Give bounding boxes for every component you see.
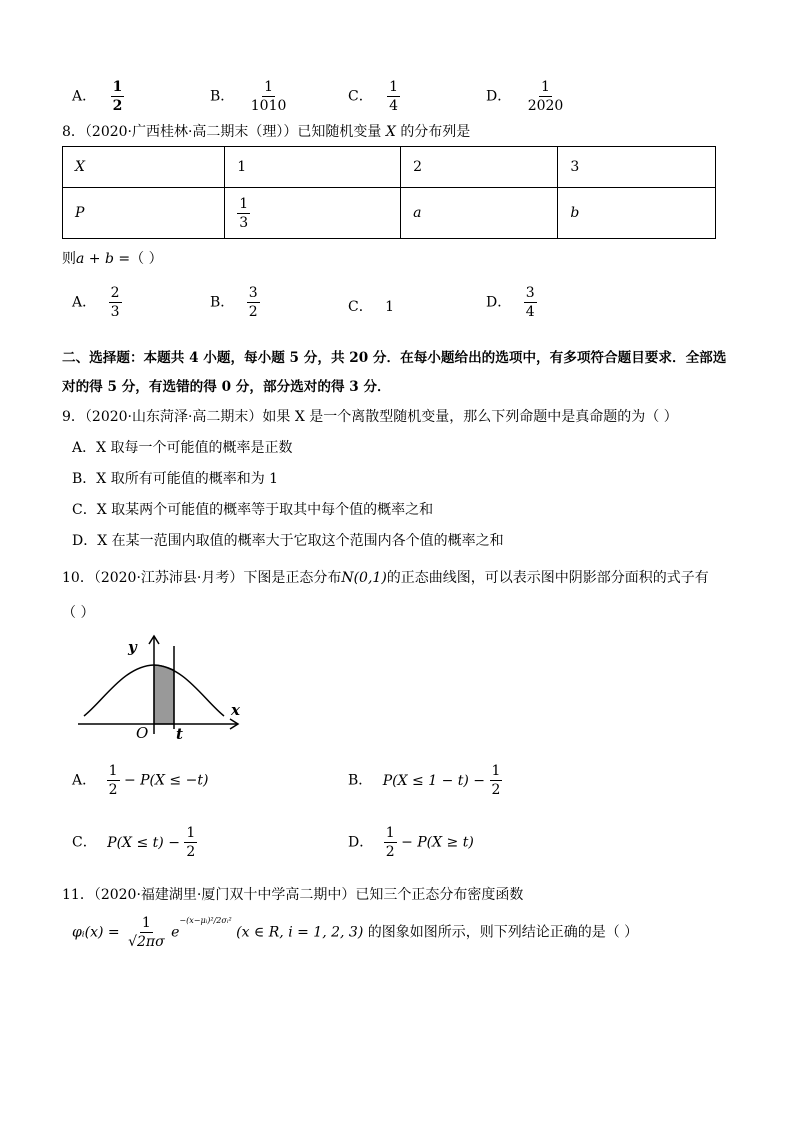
exponent: −(x−μᵢ)²/2σᵢ² — [179, 915, 232, 925]
q7-option-c — [348, 80, 400, 113]
denominator: 2020 — [527, 98, 564, 114]
table-row — [63, 188, 716, 239]
origin-label: O — [136, 724, 149, 742]
distribution-table — [62, 146, 716, 239]
fraction — [526, 80, 566, 113]
y-label: y — [128, 638, 137, 656]
denominator: 4 — [525, 304, 535, 320]
q9-stem: 9．（2020·山东菏泽·高二期末）如果 X 是一个离散型随机变量，那么下列命题中是真命题的为（ ） — [62, 409, 678, 425]
q9-option-c: C．X 取某两个可能值的概率等于取其中每个值的概率之和 — [72, 502, 434, 518]
fraction — [247, 286, 260, 319]
option-letter: B． — [210, 294, 235, 311]
option-letter: C． — [72, 834, 97, 851]
q8-stem-text: 8．（2020·广西桂林·高二期末（理））已知随机变量 — [62, 124, 382, 140]
option-expression: P(X ≤ 1 − t) − — [382, 772, 486, 789]
table-cell: a — [401, 188, 558, 239]
q11-stem: 11．（2020·福建湖里·厦门双十中学高二期中）已知三个正态分布密度函数 — [62, 887, 524, 903]
option-expression: P(X ≤ t) − — [107, 834, 180, 851]
fraction — [524, 286, 537, 319]
table-cell: 1 — [225, 147, 401, 188]
function-lhs: φᵢ(x) = — [72, 924, 120, 941]
table-cell — [225, 188, 401, 239]
table-cell: P — [63, 188, 225, 239]
q8-option-d — [486, 286, 537, 319]
option-letter: D． — [486, 88, 512, 105]
q8-option-a — [72, 286, 122, 319]
numerator: 1 — [108, 763, 118, 779]
option-letter: C． — [348, 299, 373, 315]
t-label: t — [176, 725, 183, 743]
q10-stem-a: 10．（2020·江苏沛县·月考）下图是正态分布 — [62, 570, 342, 586]
q7-option-d — [486, 80, 565, 113]
q8-stem-end: 的分布列是 — [400, 124, 471, 140]
table-cell: 3 — [558, 147, 716, 188]
numerator: 2 — [110, 285, 120, 301]
q11-stem-end: 的图象如图所示，则下列结论正确的是（ ） — [367, 924, 639, 941]
q8-ask-expr: a + b = — [76, 251, 131, 267]
option-letter: D． — [348, 834, 374, 851]
numerator: 1 — [186, 825, 196, 841]
fraction — [490, 764, 503, 797]
q10-option-c — [72, 826, 197, 859]
fraction — [126, 916, 167, 949]
option-letter: A． — [72, 88, 97, 105]
q8-variable: X — [385, 124, 396, 140]
function-domain: (x ∈ R, i = 1, 2, 3) — [236, 924, 364, 941]
numerator: 1 — [541, 79, 550, 95]
option-letter: D． — [486, 294, 512, 311]
denominator: 2 — [186, 844, 196, 860]
option-letter: A． — [72, 772, 97, 789]
option-letter: A． — [72, 294, 97, 311]
fraction — [184, 826, 197, 859]
q9-option-a: A．X 取每一个可能值的概率是正数 — [72, 440, 293, 456]
denominator: 4 — [389, 98, 399, 114]
numerator: 1 — [239, 195, 249, 212]
denominator: 3 — [110, 304, 120, 320]
option-value: 1 — [385, 299, 395, 315]
shaded-region — [154, 665, 174, 724]
denominator: 2 — [248, 304, 258, 320]
q10-option-b — [348, 764, 502, 797]
fraction — [384, 826, 397, 859]
table-cell: X — [63, 147, 225, 188]
numerator: 1 — [264, 79, 274, 95]
fraction — [109, 286, 122, 319]
denominator: 2 — [491, 782, 501, 798]
q10-distribution: N(0,1) — [341, 570, 387, 586]
q9-option-b: B．X 取所有可能值的概率和为 1 — [72, 471, 279, 487]
q10-option-d — [348, 826, 474, 859]
denominator: 1010 — [250, 98, 287, 114]
q8-option-b — [210, 286, 260, 319]
table-cell: b — [558, 188, 716, 239]
q8-option-c — [348, 296, 394, 316]
q8-ask — [62, 248, 163, 268]
q10-stem-b: 的正态曲线图，可以表示图中阴影部分面积的式子有 — [386, 570, 709, 586]
numerator: 1 — [389, 79, 399, 95]
numerator: 1 — [141, 915, 151, 931]
numerator: 1 — [491, 763, 501, 779]
option-letter: C． — [348, 88, 373, 105]
exponential-base: e — [171, 924, 180, 941]
q7-option-b — [210, 80, 288, 113]
option-letter: B． — [348, 772, 373, 789]
x-label: x — [231, 701, 240, 719]
denominator: 2 — [112, 98, 123, 114]
q8-ask-prefix: 则 — [62, 251, 76, 267]
q11-density-function — [72, 916, 638, 949]
fraction — [249, 80, 289, 113]
q10-option-a — [72, 764, 208, 797]
numerator: 1 — [385, 825, 395, 841]
q7-option-a — [72, 80, 124, 113]
fraction — [387, 80, 400, 113]
q10-stem — [62, 567, 709, 587]
denominator: √2πσ — [128, 934, 165, 950]
numerator: 3 — [248, 285, 258, 301]
option-letter: B． — [210, 88, 235, 105]
numerator: 1 — [112, 79, 123, 95]
option-expression: − P(X ≥ t) — [401, 834, 474, 851]
section-heading-line2: 对的得 5 分，有选错的得 0 分，部分选对的得 3 分． — [62, 379, 391, 395]
option-expression: − P(X ≤ −t) — [123, 772, 209, 789]
numerator: 3 — [525, 285, 535, 301]
q9-option-d: D．X 在某一范围内取值的概率大于它取这个范围内各个值的概率之和 — [72, 533, 504, 549]
q8-stem — [62, 121, 470, 141]
fraction — [107, 764, 120, 797]
q8-ask-paren: （ ） — [130, 251, 163, 267]
q10-paren: （ ） — [62, 605, 95, 621]
normal-curve-graph — [70, 630, 250, 745]
fraction — [237, 197, 250, 230]
section-heading-line1: 二、选择题：本题共 4 小题，每小题 5 分，共 20 分．在每小题给出的选项中，有多项符合题目要求．全部选 — [62, 350, 727, 366]
fraction — [111, 80, 125, 113]
table-cell: 2 — [401, 147, 558, 188]
denominator: 2 — [385, 844, 395, 860]
table-row — [63, 147, 716, 188]
denominator: 2 — [108, 782, 118, 798]
denominator: 3 — [239, 214, 249, 231]
